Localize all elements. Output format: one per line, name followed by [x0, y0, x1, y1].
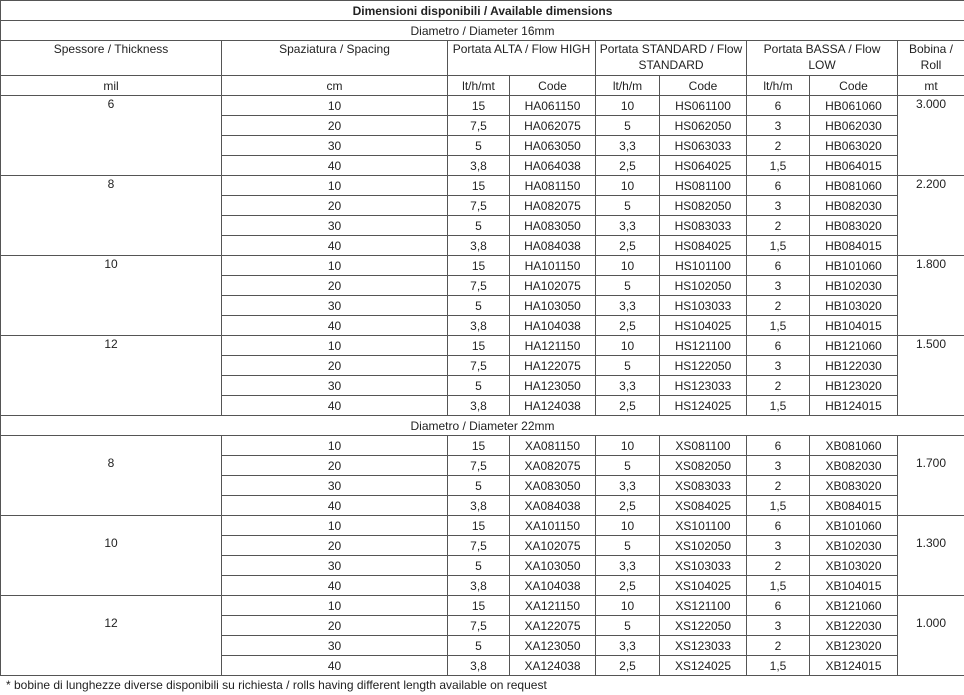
code-low-cell: HB102030 [810, 276, 898, 296]
code-standard-cell: HS083033 [660, 216, 747, 236]
flow-high-cell: 7,5 [448, 356, 510, 376]
flow-standard-cell: 2,5 [596, 496, 660, 516]
flow-standard-cell: 5 [596, 536, 660, 556]
spacing-cell: 20 [222, 616, 448, 636]
header-spacing: Spaziatura / Spacing [222, 41, 448, 76]
code-standard-cell: HS084025 [660, 236, 747, 256]
code-high-cell: HA083050 [510, 216, 596, 236]
code-high-cell: HA063050 [510, 136, 596, 156]
flow-standard-cell: 10 [596, 596, 660, 616]
flow-low-cell: 6 [747, 516, 810, 536]
table-row [1, 336, 964, 356]
spacing-cell: 40 [222, 396, 448, 416]
flow-high-cell: 7,5 [448, 116, 510, 136]
flow-standard-cell: 2,5 [596, 236, 660, 256]
flow-high-cell: 7,5 [448, 196, 510, 216]
unit-roll: mt [898, 76, 964, 96]
thickness-cell: 12 [1, 596, 222, 676]
code-low-cell: HB082030 [810, 196, 898, 216]
code-low-cell: XB102030 [810, 536, 898, 556]
flow-standard-cell: 5 [596, 276, 660, 296]
code-standard-cell: XS081100 [660, 436, 747, 456]
flow-low-cell: 1,5 [747, 156, 810, 176]
flow-high-cell: 3,8 [448, 396, 510, 416]
code-low-cell: XB123020 [810, 636, 898, 656]
code-low-cell: HB064015 [810, 156, 898, 176]
thickness-cell: 8 [1, 176, 222, 256]
flow-low-cell: 6 [747, 256, 810, 276]
flow-standard-cell: 5 [596, 356, 660, 376]
code-high-cell: XA123050 [510, 636, 596, 656]
flow-high-cell: 3,8 [448, 576, 510, 596]
flow-high-cell: 15 [448, 596, 510, 616]
flow-low-cell: 1,5 [747, 236, 810, 256]
table-row [1, 176, 964, 196]
unit-flow-standard: lt/h/m [596, 76, 660, 96]
code-high-cell: XA101150 [510, 516, 596, 536]
roll-cell: 1.000 [898, 596, 964, 676]
code-low-cell: HB063020 [810, 136, 898, 156]
unit-code-high: Code [510, 76, 596, 96]
code-standard-cell: XS101100 [660, 516, 747, 536]
flow-high-cell: 7,5 [448, 536, 510, 556]
flow-standard-cell: 3,3 [596, 296, 660, 316]
spacing-cell: 20 [222, 536, 448, 556]
flow-standard-cell: 10 [596, 176, 660, 196]
spacing-cell: 20 [222, 196, 448, 216]
flow-high-cell: 15 [448, 176, 510, 196]
flow-high-cell: 5 [448, 376, 510, 396]
flow-low-cell: 2 [747, 476, 810, 496]
flow-standard-cell: 3,3 [596, 216, 660, 236]
flow-standard-cell: 10 [596, 516, 660, 536]
flow-low-cell: 2 [747, 376, 810, 396]
flow-high-cell: 3,8 [448, 656, 510, 676]
code-low-cell: XB084015 [810, 496, 898, 516]
flow-low-cell: 2 [747, 136, 810, 156]
flow-standard-cell: 5 [596, 616, 660, 636]
unit-spacing: cm [222, 76, 448, 96]
unit-flow-high: lt/h/mt [448, 76, 510, 96]
code-standard-cell: HS124025 [660, 396, 747, 416]
code-standard-cell: XS123033 [660, 636, 747, 656]
roll-cell: 2.200 [898, 176, 964, 256]
code-low-cell: HB123020 [810, 376, 898, 396]
code-high-cell: XA102075 [510, 536, 596, 556]
table-row [1, 96, 964, 116]
flow-low-cell: 3 [747, 456, 810, 476]
flow-high-cell: 3,8 [448, 316, 510, 336]
roll-cell: 1.300 [898, 516, 964, 596]
code-high-cell: XA084038 [510, 496, 596, 516]
code-high-cell: HA101150 [510, 256, 596, 276]
spacing-cell: 30 [222, 476, 448, 496]
table-row [1, 516, 964, 536]
code-standard-cell: HS101100 [660, 256, 747, 276]
code-standard-cell: HS123033 [660, 376, 747, 396]
flow-low-cell: 3 [747, 196, 810, 216]
flow-low-cell: 1,5 [747, 656, 810, 676]
flow-standard-cell: 2,5 [596, 576, 660, 596]
flow-low-cell: 6 [747, 176, 810, 196]
code-high-cell: HA124038 [510, 396, 596, 416]
flow-high-cell: 7,5 [448, 616, 510, 636]
flow-low-cell: 2 [747, 556, 810, 576]
flow-low-cell: 1,5 [747, 496, 810, 516]
code-standard-cell: HS081100 [660, 176, 747, 196]
code-low-cell: HB104015 [810, 316, 898, 336]
code-standard-cell: HS062050 [660, 116, 747, 136]
spacing-cell: 20 [222, 456, 448, 476]
code-high-cell: HA062075 [510, 116, 596, 136]
flow-high-cell: 3,8 [448, 236, 510, 256]
code-standard-cell: HS061100 [660, 96, 747, 116]
code-high-cell: HA082075 [510, 196, 596, 216]
spacing-cell: 30 [222, 296, 448, 316]
footnote: * bobine di lunghezze diverse disponibili su richiesta / rolls having different length available on request [6, 678, 547, 692]
flow-standard-cell: 10 [596, 256, 660, 276]
code-standard-cell: HS063033 [660, 136, 747, 156]
thickness-cell: 6 [1, 96, 222, 176]
flow-high-cell: 5 [448, 556, 510, 576]
spacing-cell: 10 [222, 176, 448, 196]
flow-high-cell: 3,8 [448, 156, 510, 176]
header-roll: Bobina / Roll [898, 41, 964, 76]
flow-low-cell: 3 [747, 276, 810, 296]
code-standard-cell: XS121100 [660, 596, 747, 616]
unit-code-standard: Code [660, 76, 747, 96]
code-low-cell: HB062030 [810, 116, 898, 136]
code-standard-cell: XS104025 [660, 576, 747, 596]
spacing-cell: 30 [222, 216, 448, 236]
thickness-cell: 10 [1, 256, 222, 336]
flow-low-cell: 2 [747, 216, 810, 236]
code-low-cell: HB103020 [810, 296, 898, 316]
flow-high-cell: 7,5 [448, 276, 510, 296]
code-high-cell: XA103050 [510, 556, 596, 576]
flow-low-cell: 1,5 [747, 576, 810, 596]
roll-cell: 1.700 [898, 436, 964, 516]
flow-high-cell: 15 [448, 516, 510, 536]
code-low-cell: XB103020 [810, 556, 898, 576]
code-standard-cell: HS122050 [660, 356, 747, 376]
code-high-cell: XA082075 [510, 456, 596, 476]
spacing-cell: 40 [222, 656, 448, 676]
table-title: Dimensioni disponibili / Available dimensions [1, 1, 964, 21]
code-high-cell: XA081150 [510, 436, 596, 456]
code-high-cell: XA124038 [510, 656, 596, 676]
flow-low-cell: 3 [747, 536, 810, 556]
flow-low-cell: 6 [747, 96, 810, 116]
thickness-cell: 10 [1, 516, 222, 596]
spacing-cell: 10 [222, 436, 448, 456]
code-low-cell: HB124015 [810, 396, 898, 416]
flow-standard-cell: 3,3 [596, 556, 660, 576]
spacing-cell: 10 [222, 96, 448, 116]
code-high-cell: HA064038 [510, 156, 596, 176]
code-standard-cell: XS082050 [660, 456, 747, 476]
thickness-cell: 8 [1, 436, 222, 516]
flow-standard-cell: 2,5 [596, 656, 660, 676]
spacing-cell: 30 [222, 136, 448, 156]
flow-standard-cell: 3,3 [596, 136, 660, 156]
code-high-cell: XA104038 [510, 576, 596, 596]
header-thickness: Spessore / Thickness [1, 41, 222, 76]
spacing-cell: 40 [222, 576, 448, 596]
spacing-cell: 40 [222, 496, 448, 516]
spacing-cell: 20 [222, 116, 448, 136]
spacing-cell: 20 [222, 276, 448, 296]
flow-low-cell: 2 [747, 296, 810, 316]
code-low-cell: HB084015 [810, 236, 898, 256]
code-high-cell: HA121150 [510, 336, 596, 356]
code-high-cell: XA122075 [510, 616, 596, 636]
code-standard-cell: HS102050 [660, 276, 747, 296]
code-low-cell: XB104015 [810, 576, 898, 596]
code-low-cell: XB121060 [810, 596, 898, 616]
code-low-cell: HB121060 [810, 336, 898, 356]
code-high-cell: HA103050 [510, 296, 596, 316]
header-flow-high: Portata ALTA / Flow HIGH [448, 41, 596, 76]
flow-standard-cell: 5 [596, 196, 660, 216]
spacing-cell: 10 [222, 516, 448, 536]
section-label: Diametro / Diameter 22mm [1, 416, 964, 436]
flow-high-cell: 5 [448, 476, 510, 496]
flow-standard-cell: 10 [596, 336, 660, 356]
unit-thickness: mil [1, 76, 222, 96]
flow-low-cell: 1,5 [747, 396, 810, 416]
flow-low-cell: 3 [747, 356, 810, 376]
table-row [1, 436, 964, 456]
code-low-cell: XB122030 [810, 616, 898, 636]
spacing-cell: 10 [222, 256, 448, 276]
code-low-cell: HB101060 [810, 256, 898, 276]
flow-standard-cell: 5 [596, 116, 660, 136]
flow-low-cell: 6 [747, 596, 810, 616]
spacing-cell: 30 [222, 636, 448, 656]
code-standard-cell: XS122050 [660, 616, 747, 636]
code-high-cell: XA121150 [510, 596, 596, 616]
flow-high-cell: 15 [448, 256, 510, 276]
flow-standard-cell: 5 [596, 456, 660, 476]
spacing-cell: 20 [222, 356, 448, 376]
flow-low-cell: 3 [747, 116, 810, 136]
flow-high-cell: 5 [448, 296, 510, 316]
flow-standard-cell: 10 [596, 96, 660, 116]
header-flow-standard: Portata STANDARD / Flow STANDARD [596, 41, 747, 76]
flow-low-cell: 2 [747, 636, 810, 656]
code-low-cell: HB081060 [810, 176, 898, 196]
code-standard-cell: XS102050 [660, 536, 747, 556]
code-standard-cell: HS104025 [660, 316, 747, 336]
code-high-cell: XA083050 [510, 476, 596, 496]
header-flow-low: Portata BASSA / Flow LOW [747, 41, 898, 76]
code-standard-cell: XS083033 [660, 476, 747, 496]
flow-high-cell: 7,5 [448, 456, 510, 476]
flow-standard-cell: 3,3 [596, 636, 660, 656]
roll-cell: 1.500 [898, 336, 964, 416]
flow-standard-cell: 10 [596, 436, 660, 456]
flow-standard-cell: 3,3 [596, 476, 660, 496]
code-high-cell: HA104038 [510, 316, 596, 336]
section-label: Diametro / Diameter 16mm [1, 21, 964, 41]
spacing-cell: 30 [222, 376, 448, 396]
unit-flow-low: lt/h/m [747, 76, 810, 96]
code-low-cell: HB122030 [810, 356, 898, 376]
flow-high-cell: 5 [448, 636, 510, 656]
code-low-cell: XB124015 [810, 656, 898, 676]
spacing-cell: 10 [222, 336, 448, 356]
code-low-cell: XB083020 [810, 476, 898, 496]
spacing-cell: 40 [222, 236, 448, 256]
flow-high-cell: 5 [448, 136, 510, 156]
flow-low-cell: 1,5 [747, 316, 810, 336]
thickness-cell: 12 [1, 336, 222, 416]
flow-standard-cell: 2,5 [596, 316, 660, 336]
roll-cell: 3.000 [898, 96, 964, 176]
code-standard-cell: HS121100 [660, 336, 747, 356]
code-high-cell: HA122075 [510, 356, 596, 376]
flow-low-cell: 6 [747, 336, 810, 356]
table-row [1, 596, 964, 616]
code-standard-cell: HS082050 [660, 196, 747, 216]
roll-cell: 1.800 [898, 256, 964, 336]
code-high-cell: HA084038 [510, 236, 596, 256]
flow-standard-cell: 3,3 [596, 376, 660, 396]
code-low-cell: HB083020 [810, 216, 898, 236]
code-standard-cell: HS064025 [660, 156, 747, 176]
flow-high-cell: 15 [448, 96, 510, 116]
flow-high-cell: 3,8 [448, 496, 510, 516]
flow-low-cell: 6 [747, 436, 810, 456]
flow-high-cell: 15 [448, 436, 510, 456]
code-low-cell: HB061060 [810, 96, 898, 116]
code-high-cell: HA123050 [510, 376, 596, 396]
code-low-cell: XB101060 [810, 516, 898, 536]
code-standard-cell: XS124025 [660, 656, 747, 676]
unit-code-low: Code [810, 76, 898, 96]
code-standard-cell: HS103033 [660, 296, 747, 316]
table-row [1, 256, 964, 276]
flow-high-cell: 15 [448, 336, 510, 356]
spacing-cell: 30 [222, 556, 448, 576]
flow-high-cell: 5 [448, 216, 510, 236]
spacing-cell: 40 [222, 316, 448, 336]
flow-standard-cell: 2,5 [596, 156, 660, 176]
code-standard-cell: XS084025 [660, 496, 747, 516]
spacing-cell: 40 [222, 156, 448, 176]
spacing-cell: 10 [222, 596, 448, 616]
code-low-cell: XB082030 [810, 456, 898, 476]
flow-low-cell: 3 [747, 616, 810, 636]
code-standard-cell: XS103033 [660, 556, 747, 576]
code-high-cell: HA102075 [510, 276, 596, 296]
code-high-cell: HA061150 [510, 96, 596, 116]
flow-standard-cell: 2,5 [596, 396, 660, 416]
code-high-cell: HA081150 [510, 176, 596, 196]
code-low-cell: XB081060 [810, 436, 898, 456]
